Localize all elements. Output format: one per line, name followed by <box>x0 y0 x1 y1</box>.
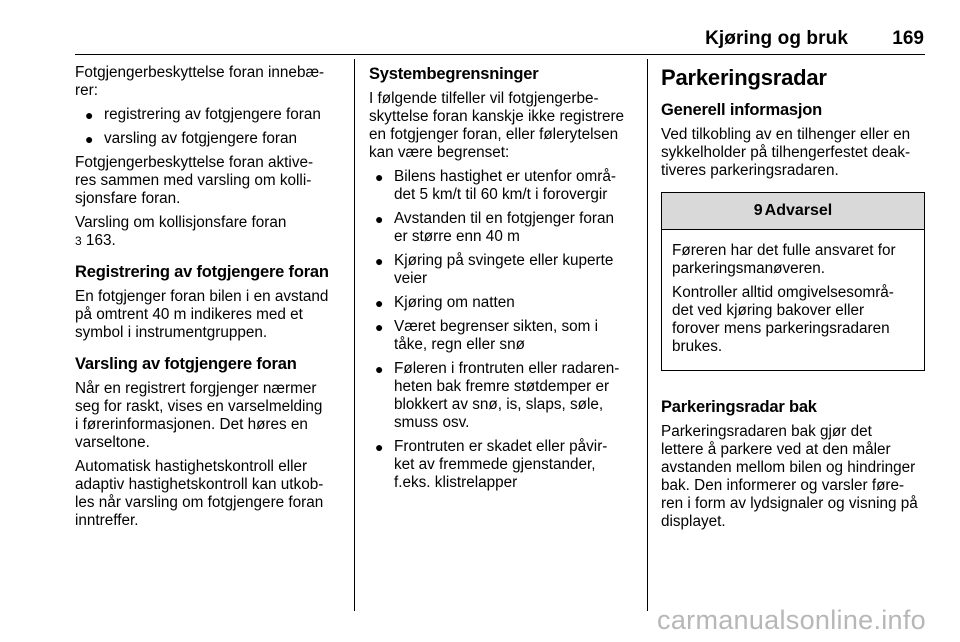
bullet-icon: ● <box>375 295 384 311</box>
rear-radar-paragraph: Parkeringsradaren bak gjør det lettere å parkere ved at den måler avstanden mellom bilen og hindringer bak. Den informerer og varsler føre- ren i form av lydsignaler og visning på displayet. <box>661 423 918 530</box>
list-item: ● Været begrenser sikten, som i tåke, regn eller snø <box>375 318 599 353</box>
cross-reference[interactable]: Varsling om kollisjonsfare foran 3 163. <box>75 214 287 249</box>
list-item: ● Avstanden til en fotgjenger foran er større enn 40 m <box>375 210 614 245</box>
header-rule <box>75 54 925 55</box>
bullet-icon: ● <box>375 361 384 377</box>
warning-body: Føreren har det fulle ansvaret for parkeringsmanøveren. Kontroller alltid omgivelsesområ- det ved kjøring bakover eller forover mens parkeringsradaren brukes. <box>672 242 896 355</box>
site-watermark: carmanualsonline.info <box>657 605 926 635</box>
section-title-warning: Varsling av fotgjengere foran <box>75 355 297 373</box>
bullet-icon: ● <box>85 131 94 147</box>
column-divider-1 <box>354 59 355 611</box>
bullet-icon: ● <box>375 169 384 185</box>
general-paragraph: Ved tilkobling av en tilhenger eller en sykkelholder på tilhengerfestet deak- tiveres parkeringsradaren. <box>661 126 911 179</box>
bullet-icon: ● <box>375 319 384 335</box>
warning-box <box>661 192 925 371</box>
warning-triangle-icon: 9 <box>753 202 763 219</box>
list-item: ● Føleren i frontruten eller radaren- heten bak fremre støtdemper er blokkert av snø, is, slaps, søle, smuss osv. <box>375 360 620 431</box>
list-item: ● Kjøring om natten <box>375 294 515 311</box>
warning-title: Advarsel <box>764 202 833 219</box>
activation-paragraph: Fotgjengerbeskyttelse foran aktive- res sammen med varsling om kolli- sjonsfare foran. <box>75 154 314 207</box>
feature-list <box>75 106 339 148</box>
xref-page: 163. <box>81 232 116 249</box>
chapter-title: Kjøring og bruk <box>705 28 848 49</box>
section-title-general: Generell informasjon <box>661 101 823 119</box>
limitations-list <box>369 168 633 492</box>
list-item: ● Frontruten er skadet eller påvir- ket av fremmede gjenstander, f.eks. klistrelapper <box>375 438 608 491</box>
detection-paragraph: En fotgjenger foran bilen i en avstand på omtrent 40 m indikeres med et symbol i instrumentgruppen. <box>75 288 329 341</box>
limitations-intro: I følgende tilfeller vil fotgjengerbe- skyttelse foran kanskje ikke registrere en fotgjenger foran, eller følerytelsen kan være begrenset: <box>369 90 625 161</box>
list-item: ● registrering av fotgjengere foran <box>85 106 321 123</box>
warning-paragraph-2: Automatisk hastighetskontroll eller adaptiv hastighetskontroll kan utkob- les når varsling om fotgjengere foran inntreffer. <box>75 458 324 529</box>
intro-paragraph: Fotgjengerbeskyttelse foran innebæ- rer: <box>75 64 325 99</box>
column-3 <box>661 64 925 537</box>
warning-header <box>662 193 924 230</box>
bullet-icon: ● <box>375 211 384 227</box>
warning-paragraph-1: Når en registrert forgjenger nærmer seg for raskt, vises en varselmelding i førerinformasjonen. Det høres en varseltone. <box>75 380 323 451</box>
arrow-icon: 3 <box>75 234 82 248</box>
page-header <box>75 26 924 54</box>
column-1 <box>75 64 339 536</box>
list-item: ● Bilens hastighet er utenfor områ- det 5 km/t til 60 km/t i forovergir <box>375 168 616 203</box>
bullet-icon: ● <box>375 439 384 455</box>
section-title-limitations: Systembegrensninger <box>369 65 539 83</box>
list-item: ● varsling av fotgjengere foran <box>85 130 298 147</box>
section-title-rear-radar: Parkeringsradar bak <box>661 398 817 416</box>
bullet-icon: ● <box>375 253 384 269</box>
column-2 <box>369 64 633 498</box>
page-number: 169 <box>892 28 924 49</box>
section-title-detection: Registrering av fotgjengere foran <box>75 263 329 281</box>
list-item: ● Kjøring på svingete eller kuperte veier <box>375 252 614 287</box>
column-divider-2 <box>647 59 648 611</box>
bullet-icon: ● <box>85 107 94 123</box>
chapter-heading-parking: Parkeringsradar <box>661 65 827 90</box>
